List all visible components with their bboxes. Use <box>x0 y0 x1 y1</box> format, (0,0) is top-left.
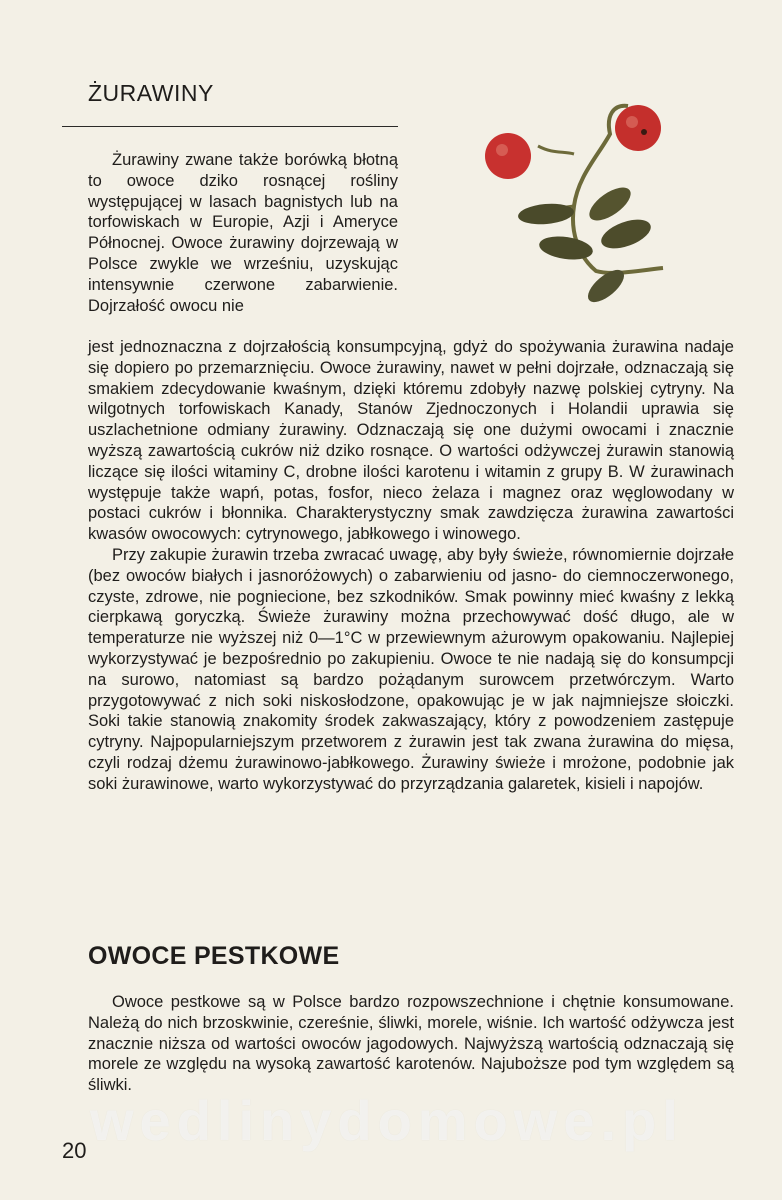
intro-paragraph <box>88 150 398 316</box>
owoce-pestkowe-body <box>88 992 734 1096</box>
zurawiny-paragraph-2: Przy zakupie żurawin trzeba zwracać uwagę, aby były świeże, równomiernie dojrzałe (bez owoców białych i jasnoróżowych) o zabarwieniu od jasno- do ciemnoczerwonego, czyste, zdrowe, nie pogniecione, bez szkodników. Smak powinny mieć kwaśny z lekką cierpkawą goryczką. Świeże żurawiny można przechowywać dość długo, ale w temperaturze nie wyższej niż 0—1°C w przewiewnym ażurowym opakowaniu. Najlepiej wykorzystywać je bezpośrednio po zakupieniu. Owoce te nie nadają się do konsumpcji na surowo, natomiast są bardzo pożądanym surowcem przetwórczym. Warto przygotowywać z nich soki niskosłodzone, opakowując je w jak najmniejsze słoiczki. Soki takie stanowią znakomity środek zakwaszający, który z powodzeniem zastępuje cytryny. Najpopularniejszym przetworem z żurawin jest tak zwana żurawina do mięsa, czyli rodzaj dżemu żurawinowo-jabłkowego. Żurawiny świeże i mrożone, podobnie jak soki żurawinowe, warto wykorzystywać do przyrządzania galaretek, kisieli i napojów. <box>88 545 734 793</box>
intro-continuation: jest jednoznaczna z dojrzałością konsumpcyjną, gdyż do spożywania żurawina nadaje się dopiero po przemarznięciu. Owoce żurawiny, nawet w pełni dojrzałe, odznaczają się smakiem zdecydowanie kwaśnym, dzięki któremu zdobyły nazwę polskiej cytryny. Na wilgotnych torfowiskach Kanady, Stanów Zjednoczonych i Holandii uprawia się uszlachetnione odmiany żurawiny. Odznaczają się one dużymi owocami i znacznie wyższą zawartością cukrów niż dziko rosnące. O wartości odżywczej żurawin stanowią liczące się ilości witaminy C, drobne ilości karotenu i witamin z grupy B. W żurawinach występuje także wapń, potas, fosfor, nieco żelaza i magnez oraz węglowodany w postaci cukrów i błonnika. Charakterystyczny smak zawdzięcza żurawina zawartości kwasów owocowych: cytrynowego, jabłkowego i winowego. <box>88 338 734 544</box>
owoce-pestkowe-paragraph: Owoce pestkowe są w Polsce bardzo rozpowszechnione i chętnie konsumowane. Należą do nich brzoskwinie, czereśnie, śliwki, morele, wiśnie. Ich wartość odżywcza jest znacznie niższa od wartości owoców jagodowych. Najwyższą wartością odznaczają się morele ze względu na wysoką zawartość karotenów. Najuboższe pod tym względem są śliwki. <box>88 993 734 1095</box>
section-title-owoce-pestkowe: OWOCE PESTKOWE <box>88 942 340 970</box>
intro-text: Żurawiny zwane także borówką błotną to owoce dziko rosnącej rośliny występującej w lasach bagnistych lub na torfowiskach w Europie, Azji i Ameryce Północnej. Owoce żurawiny dojrzewają w Polsce zwykle we wrześniu, uzyskując intensywnie czerwone zabarwienie. Dojrzałość owocu nie <box>88 151 398 315</box>
zurawiny-body <box>88 337 734 795</box>
watermark: wedlinydomowe.pl <box>90 1089 684 1152</box>
title-underline <box>62 126 398 127</box>
cranberry-branch-icon <box>478 96 678 311</box>
section-title-zurawiny: ŻURAWINY <box>88 80 214 106</box>
page-number: 20 <box>62 1138 87 1163</box>
